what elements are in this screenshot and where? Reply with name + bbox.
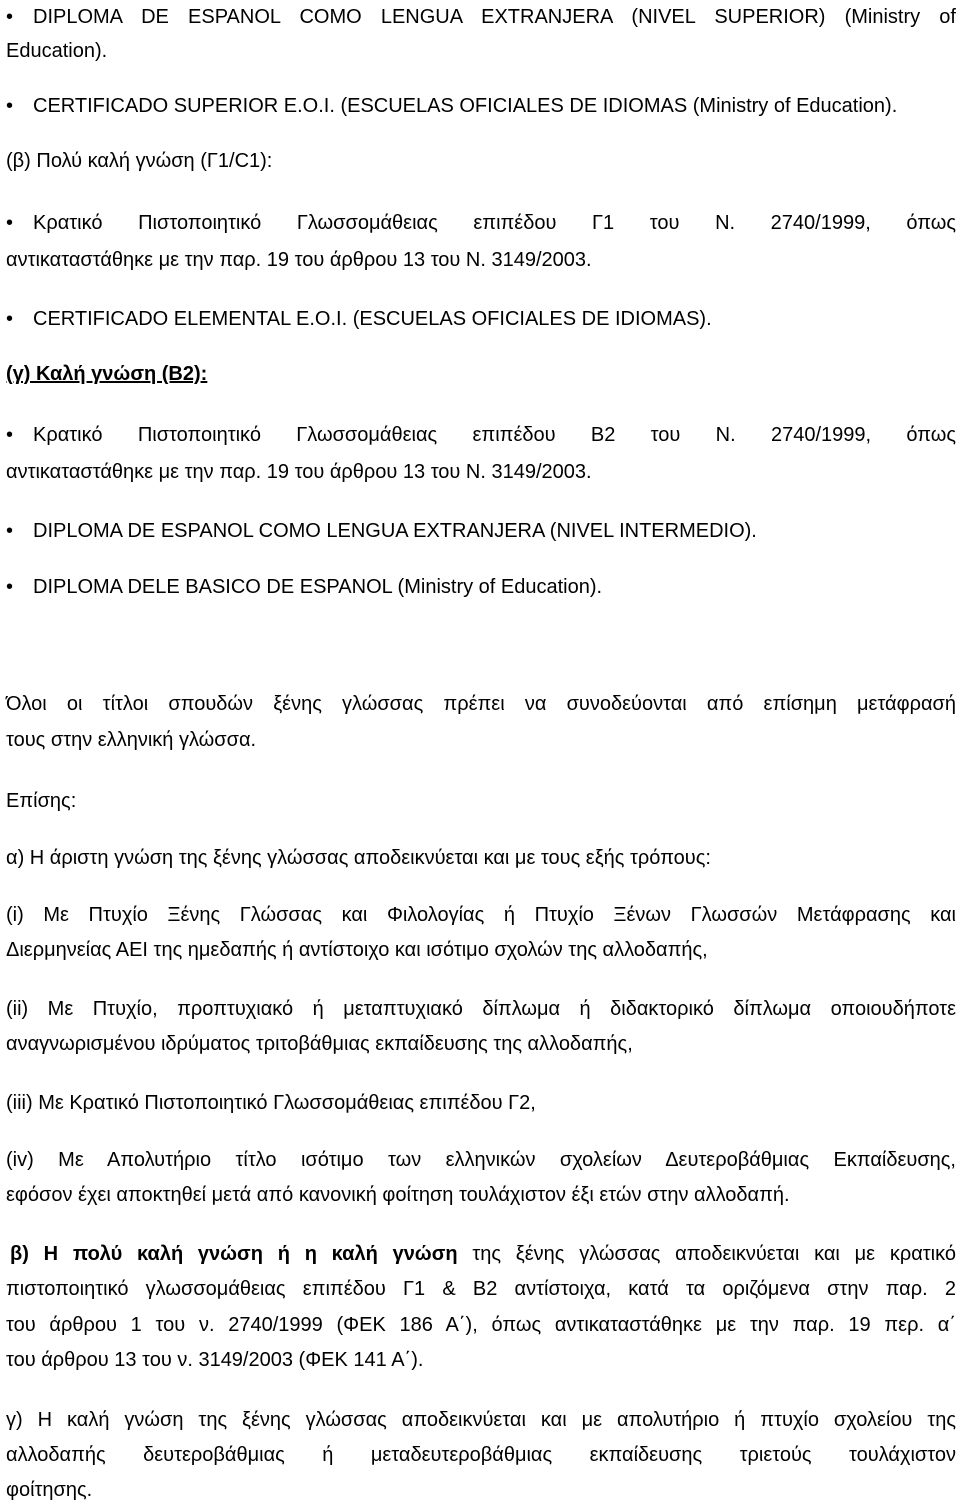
bullet-item-text-line1: CERTIFICADO SUPERIOR E.O.I. (ESCUELAS OFICIALES DE IDIOMAS (Ministry of Education). [33,95,898,117]
beta-paragraph-line2: πιστοποιητικό γλωσσομάθειας επιπέδου Γ1 & Β2 αντίστοιχα, κατά τα οριζόμενα στην παρ. 2 [6,1278,956,1300]
alpha-item-ii-line1: (ii) Με Πτυχίο, προπτυχιακό ή μεταπτυχιακό δίπλωμα ή διδακτορικό δίπλωμα οποιουδήποτε [6,998,956,1020]
bullet-item-diploma-superior [6,0,956,34]
bullet-icon: • [6,212,14,234]
also-label: Επίσης: [6,790,77,812]
bullet-item-state-cert-b2 [6,418,956,452]
bullet-item-certificado-superior [6,89,956,123]
bullet-item-text-line1: CERTIFICADO ELEMENTAL E.O.I. (ESCUELAS OFICIALES DE IDIOMAS). [33,308,712,330]
bullet-item-text-line2: αντικαταστάθηκε με την παρ. 19 του άρθρου 13 του Ν. 3149/2003. [6,249,592,271]
bullet-item-text-line1: DIPLOMA DE ESPANOL COMO LENGUA EXTRANJERA (NIVEL SUPERIOR) (Ministry of [33,6,956,28]
beta-paragraph-bold-lead: β) Η πολύ καλή γνώση ή η καλή γνώση [10,1243,458,1265]
alpha-item-i-line2: Διερμηνείας ΑΕΙ της ημεδαπής ή αντίστοιχο και ισότιμο σχολών της αλλοδαπής, [6,939,708,961]
bullet-item-text-line2: Education). [6,40,108,62]
bullet-icon: • [6,95,14,117]
bullet-icon: • [6,6,14,28]
bullet-icon: • [6,424,14,446]
bullet-item-diploma-intermedio [6,514,956,548]
translation-note-line1: Όλοι οι τίτλοι σπουδών ξένης γλώσσας πρέπει να συνοδεύονται από επίσημη μετάφρασή [6,693,956,715]
bullet-item-text-line1: DIPLOMA DE ESPANOL COMO LENGUA EXTRANJERA (NIVEL INTERMEDIO). [33,520,757,542]
bullet-icon: • [6,576,14,598]
alpha-intro: α) Η άριστη γνώση της ξένης γλώσσας αποδεικνύεται και με τους εξής τρόπους: [6,847,711,869]
alpha-item-iv-line1: (iv) Με Απολυτήριο τίτλο ισότιμο των ελληνικών σχολείων Δευτεροβάθμιας Εκπαίδευσης, [6,1149,956,1171]
alpha-item-ii-line2: αναγνωρισμένου ιδρύματος τριτοβάθμιας εκπαίδευσης της αλλοδαπής, [6,1033,633,1055]
section-heading-b2: (γ) Καλή γνώση (Β2): [6,363,208,385]
gamma-paragraph-line1: γ) Η καλή γνώση της ξένης γλώσσας αποδεικνύεται και με απολυτήριο ή πτυχίο σχολείου της [6,1409,956,1431]
bullet-item-certificado-elemental [6,302,956,336]
beta-paragraph-line1-rest: της ξένης γλώσσας αποδεικνύεται και με κρατικό [472,1243,956,1265]
gamma-paragraph-line2: αλλοδαπής δευτεροβάθμιας ή μεταδευτεροβάθμιας εκπαίδευσης τριετούς τουλάχιστον [6,1444,956,1466]
bullet-icon: • [6,308,14,330]
bullet-item-text-line1: Κρατικό Πιστοποιητικό Γλωσσομάθειας επιπέδου Β2 του Ν. 2740/1999, όπως [33,424,956,446]
translation-note-line2: τους στην ελληνική γλώσσα. [6,729,257,751]
bullet-item-state-cert-c1 [6,206,956,240]
alpha-item-i-line1: (i) Με Πτυχίο Ξένης Γλώσσας και Φιλολογίας ή Πτυχίο Ξένων Γλωσσών Μετάφρασης και [6,904,956,926]
alpha-item-iv-line2: εφόσον έχει αποκτηθεί μετά από κανονική φοίτηση τουλάχιστον έξι ετών στην αλλοδαπή. [6,1184,790,1206]
bullet-item-dele-basico [6,570,956,604]
bullet-item-text-line1: Κρατικό Πιστοποιητικό Γλωσσομάθειας επιπέδου Γ1 του Ν. 2740/1999, όπως [33,212,956,234]
bullet-item-text-line1: DIPLOMA DELE BASICO DE ESPANOL (Ministry of Education). [33,576,603,598]
bullet-icon: • [6,520,14,542]
section-heading-c1: (β) Πολύ καλή γνώση (Γ1/C1): [6,150,273,172]
bullet-item-text-line2: αντικαταστάθηκε με την παρ. 19 του άρθρου 13 του Ν. 3149/2003. [6,461,592,483]
beta-paragraph-line1 [10,1237,956,1271]
alpha-item-iii: (iii) Με Κρατικό Πιστοποιητικό Γλωσσομάθειας επιπέδου Γ2, [6,1092,536,1114]
beta-paragraph-line4: του άρθρου 13 του ν. 3149/2003 (ΦΕΚ 141 Α΄). [6,1349,424,1371]
beta-paragraph-line3: του άρθρου 1 του ν. 2740/1999 (ΦΕΚ 186 Α΄), όπως αντικαταστάθηκε με την παρ. 19 περ. α΄ [6,1314,956,1336]
gamma-paragraph-line3: φοίτησης. [6,1479,93,1501]
